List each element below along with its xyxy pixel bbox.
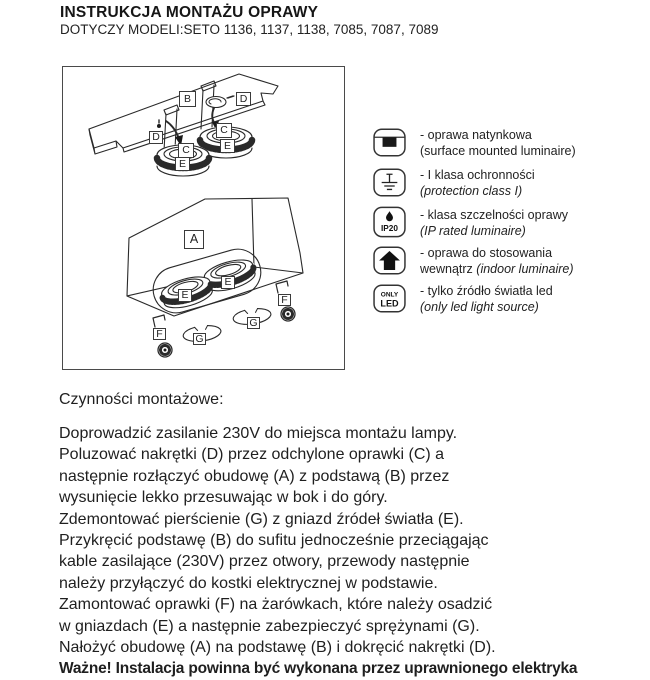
page-title: INSTRUKCJA MONTAŻU OPRAWY (60, 4, 319, 21)
svg-text:ONLY: ONLY (380, 291, 399, 299)
legend-label: - oprawa do stosowania wewnątrz (indoor luminaire) (420, 246, 574, 276)
legend-item-ip20 (373, 206, 406, 243)
mounting-step-line: Zdemontować pierścienie (G) z gniazd źródeł światła (E). (59, 510, 464, 528)
ip20-icon (373, 206, 406, 238)
part-label-b: B (179, 91, 196, 107)
legend-item-protection-class (373, 167, 406, 203)
assembly-diagram (62, 66, 345, 370)
part-label-f: F (278, 294, 291, 306)
part-label-g: G (193, 333, 206, 345)
legend-label: - klasa szczelności oprawy (IP rated luminaire) (420, 208, 568, 238)
part-label-e: E (220, 139, 235, 153)
part-label-a: A (184, 230, 204, 249)
part-label-d: D (149, 131, 163, 144)
electrician-warning: Ważne! Instalacja powinna być wykonana przez uprawnionego elektryka (59, 660, 578, 678)
part-label-c: C (178, 143, 194, 158)
legend-item-indoor (373, 245, 406, 281)
legend-label: - oprawa natynkowa (surface mounted luminaire) (420, 128, 576, 158)
protection-class-1-icon (373, 167, 406, 198)
diagram-drawing (63, 67, 343, 368)
part-label-g: G (247, 317, 260, 329)
mounting-step-line: kable zasilające (230V) przez otwory, przewody następnie (59, 553, 470, 571)
legend-label: - tylko źródło światła led (only led light source) (420, 284, 553, 314)
legend-item-only-led (373, 283, 406, 319)
mounting-steps (59, 423, 577, 680)
models-subtitle: DOTYCZY MODELI:SETO 1136, 1137, 1138, 7085, 7087, 7089 (60, 22, 439, 37)
part-label-e: E (178, 289, 192, 302)
only-led-icon (373, 283, 406, 314)
mounting-step-line: Nałożyć obudowę (A) na podstawę (B) i dokręcić nakrętki (D). (59, 639, 496, 657)
part-label-e: E (175, 157, 190, 171)
part-label-e: E (221, 276, 235, 289)
legend-label: - I klasa ochronności (protection class I) (420, 168, 535, 198)
surface-mounted-luminaire-icon (373, 127, 406, 158)
mounting-step-line: Przykręcić podstawę (B) do sufitu jednocześnie przeciągając (59, 532, 489, 550)
svg-text:IP20: IP20 (381, 224, 398, 234)
mounting-step-line: Zamontować oprawki (F) na żarówkach, które należy osadzić (59, 596, 493, 614)
svg-text:LED: LED (380, 298, 399, 309)
indoor-luminaire-icon (373, 245, 406, 276)
legend-item-surface-mounted (373, 127, 406, 163)
mounting-step-line: Poluzować nakrętki (D) przez odchylone oprawki (C) a (59, 446, 445, 464)
mounting-steps-heading: Czynności montażowe: (59, 391, 224, 408)
part-label-c: C (216, 123, 232, 138)
mounting-step-line: Doprowadzić zasilanie 230V do miejsca montażu lampy. (59, 425, 458, 442)
part-label-f: F (153, 328, 166, 340)
mounting-step-line: w gniazdach (E) a następnie zabezpieczyć sprężynami (G). (59, 617, 480, 635)
part-label-d: D (236, 92, 251, 106)
mounting-step-line: wysunięcie lekko przesuwając w bok i do góry. (59, 489, 388, 507)
mounting-step-line: należy przyłączyć do kostki elektrycznej w podstawie. (59, 574, 438, 592)
mounting-step-line: następnie rozłączyć obudowę (A) z podstawą (B) przez (59, 467, 450, 485)
